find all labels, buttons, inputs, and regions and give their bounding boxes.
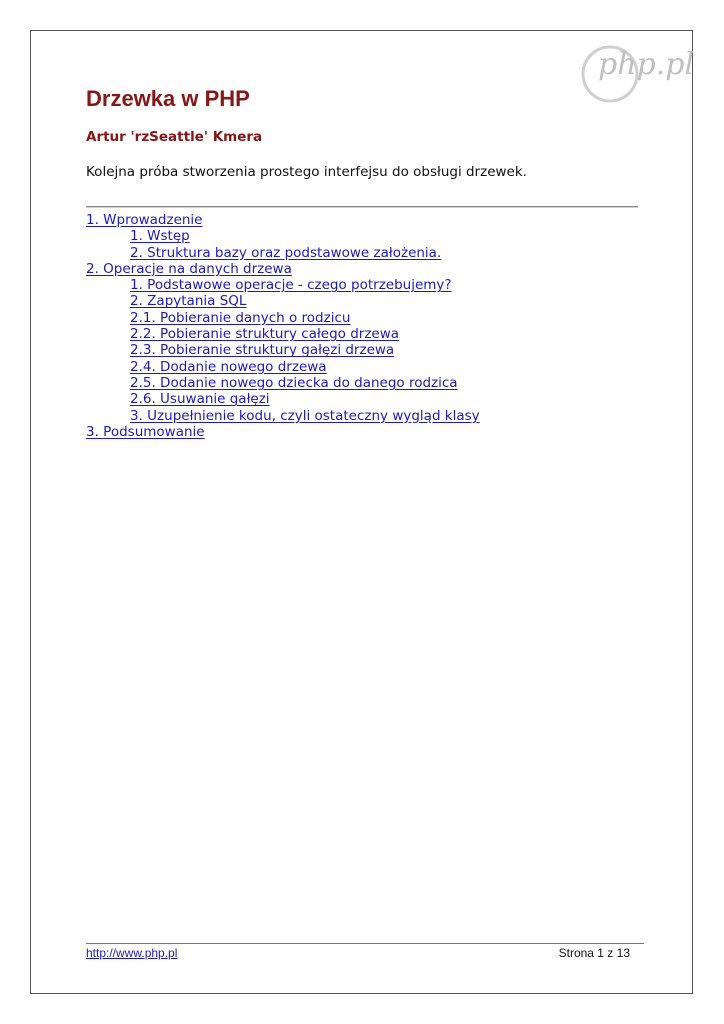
toc-link[interactable]: 1. Wstęp xyxy=(130,228,190,245)
toc-link[interactable]: 2.2. Pobieranie struktury całego drzewa xyxy=(130,326,400,343)
footer-website-link[interactable]: http://www.php.pl xyxy=(86,946,178,960)
toc-item xyxy=(86,391,480,407)
table-of-contents xyxy=(86,212,480,440)
toc-item xyxy=(86,245,480,261)
toc-link[interactable]: 2. Zapytania SQL xyxy=(130,293,247,310)
toc-link[interactable]: 2.5. Dodanie nowego dziecka do danego rodzica xyxy=(130,374,458,391)
svg-text:php.pl: php.pl xyxy=(598,47,694,82)
toc-link[interactable]: 2.6. Usuwanie gałęzi xyxy=(130,391,270,408)
toc-link[interactable]: 1. Podstawowe operacje - czego potrzebujemy? xyxy=(130,277,452,294)
title-divider xyxy=(86,206,638,208)
toc-link[interactable]: 3. Uzupełnienie kodu, czyli ostateczny wygląd klasy xyxy=(130,407,480,424)
toc-item xyxy=(86,375,480,391)
document-title: Drzewka w PHP xyxy=(86,86,250,111)
php-pl-logo-icon xyxy=(576,38,694,108)
toc-item xyxy=(86,326,480,342)
toc-link[interactable]: 3. Podsumowanie xyxy=(86,423,205,440)
toc-link[interactable]: 2.3. Pobieranie struktury gałęzi drzewa xyxy=(130,342,395,359)
toc-item xyxy=(86,310,480,326)
toc-item xyxy=(86,212,480,228)
document-intro: Kolejna próba stworzenia prostego interfejsu do obsługi drzewek. xyxy=(86,164,527,180)
toc-item xyxy=(86,408,480,424)
document-author: Artur 'rzSeattle' Kmera xyxy=(86,129,263,145)
toc-item xyxy=(86,424,480,440)
footer-divider xyxy=(86,943,644,944)
toc-item xyxy=(86,261,480,277)
toc-item xyxy=(86,277,480,293)
toc-link[interactable]: 2.4. Dodanie nowego drzewa xyxy=(130,358,327,375)
toc-link[interactable]: 2.1. Pobieranie danych o rodzicu xyxy=(130,309,351,326)
toc-link[interactable]: 1. Wprowadzenie xyxy=(86,212,203,228)
toc-link[interactable]: 2. Struktura bazy oraz podstawowe założenia. xyxy=(130,244,442,261)
toc-link[interactable]: 2. Operacje na danych drzewa xyxy=(86,260,292,277)
footer-page-number: Strona 1 z 13 xyxy=(558,946,630,960)
toc-item xyxy=(86,359,480,375)
toc-item xyxy=(86,293,480,309)
toc-item xyxy=(86,342,480,358)
toc-item xyxy=(86,228,480,244)
